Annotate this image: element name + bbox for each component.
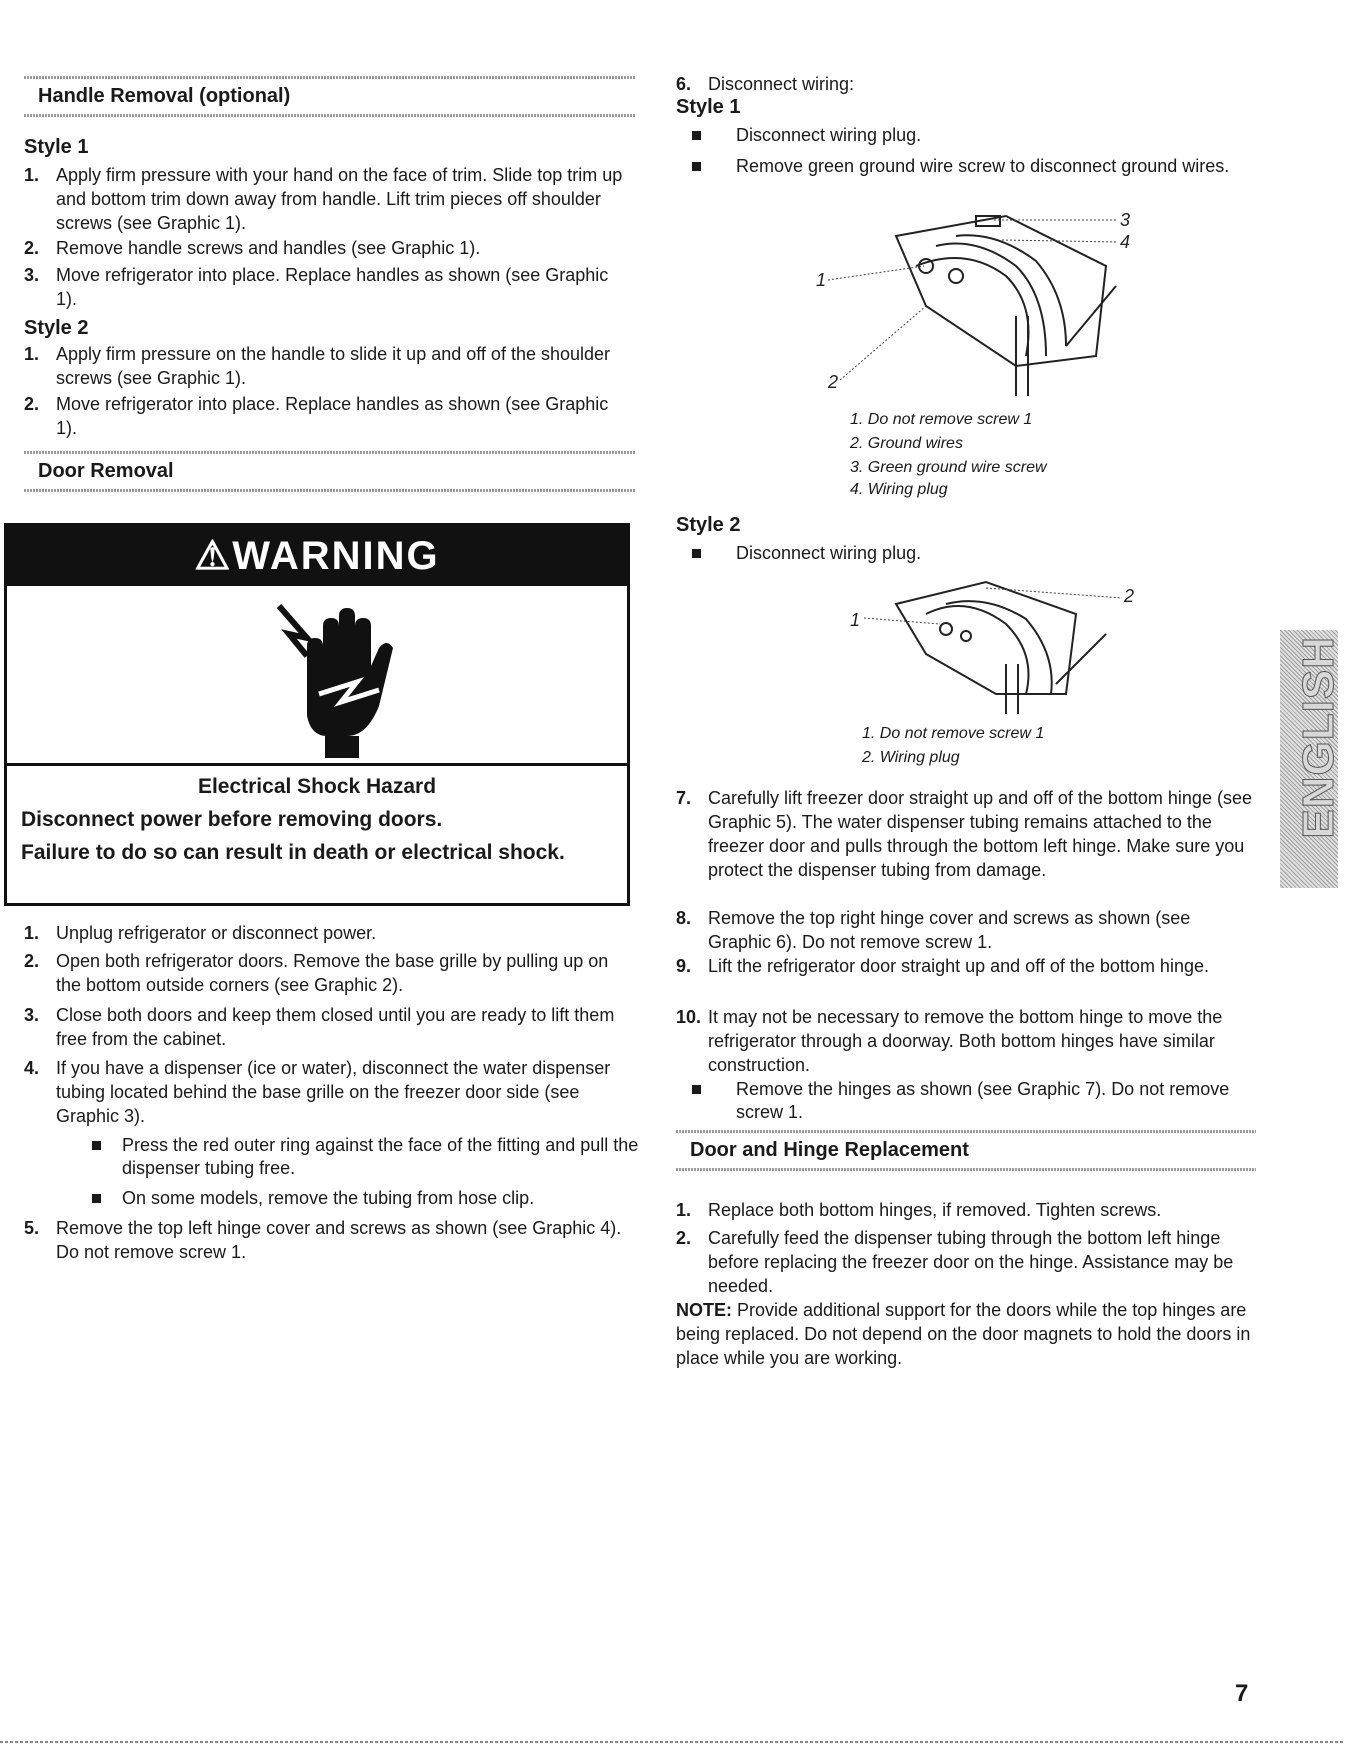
style2-heading: Style 2 xyxy=(24,317,89,339)
section-title: Door and Hinge Replacement xyxy=(690,1139,969,1161)
style1-heading: Style 1 xyxy=(24,136,89,158)
door-step: 1. Unplug refrigerator or disconnect power. xyxy=(24,923,377,943)
style2-heading: Style 2 xyxy=(676,514,741,536)
wiring-plug-illustration xyxy=(836,574,1136,714)
wiring-plug-illustration xyxy=(806,206,1136,396)
style1-heading: Style 1 xyxy=(676,96,741,118)
wiring-figure-style1 xyxy=(806,206,1136,396)
shock-hand-icon xyxy=(7,586,627,763)
replace-step: 2. Carefully feed the dispenser tubing through the bottom left hinge before replacing the freezer door on the hinge. Assistance may be needed. xyxy=(676,1228,1234,1296)
door-step: 3. Close both doors and keep them closed until you are ready to lift them free from the cabinet. xyxy=(24,1005,615,1049)
handle-style1-step: 2. Remove handle screws and handles (see Graphic 1). xyxy=(24,238,481,258)
step-8: 8. Remove the top right hinge cover and screws as shown (see Graphic 6). Do not remove screw 1. xyxy=(676,908,1191,952)
wiring-figure-style2 xyxy=(836,574,1136,714)
bullet-item: Press the red outer ring against the face of the fitting and pull the dispenser tubing free. xyxy=(92,1134,652,1180)
handle-style2-step: 2. Move refrigerator into place. Replace handles as shown (see Graphic 1). xyxy=(24,394,609,438)
door-step: 5. Remove the top left hinge cover and screws as shown (see Graphic 4). Do not remove screw 1. xyxy=(24,1218,622,1262)
door-step: 4. If you have a dispenser (ice or water), disconnect the water dispenser tubing located behind the base grille on the freezer door side (see Graphic 3). xyxy=(24,1058,611,1126)
figure-caption: 1. Do not remove screw 1 xyxy=(862,725,1045,742)
section-title: Door Removal xyxy=(38,460,174,482)
door-step: 2. Open both refrigerator doors. Remove the base grille by pulling up on the bottom outside corners (see Graphic 2). xyxy=(24,951,609,995)
bullet-item: Remove green ground wire screw to disconnect ground wires. xyxy=(692,155,1252,178)
handle-style1-step: 1. Apply firm pressure with your hand on the face of trim. Slide top trim up and bottom trim down away from handle. Lift trim pieces off shoulder screws (see Graphic 1). xyxy=(24,165,623,233)
handle-style2-step: 1. Apply firm pressure on the handle to slide it up and off of the shoulder screws (see Graphic 1). xyxy=(24,344,611,388)
section-header-door-hinge-replacement xyxy=(676,1130,1256,1171)
warning-box xyxy=(4,523,630,906)
warning-text xyxy=(7,766,627,881)
page-number: 7 xyxy=(1235,1680,1249,1707)
section-header-door-removal xyxy=(24,451,636,492)
replace-step: 1. Replace both bottom hinges, if removed. Tighten screws. xyxy=(676,1200,1162,1220)
warning-line-1: Disconnect power before removing doors. xyxy=(21,808,443,831)
step-10: 10. It may not be necessary to remove the bottom hinge to move the refrigerator through a doorway. Both bottom hinges have similar construction. xyxy=(676,1007,1223,1075)
bottom-divider xyxy=(0,1741,1345,1743)
section-title: Handle Removal (optional) xyxy=(38,85,291,107)
callout-1: 1 xyxy=(850,610,861,630)
figure-caption: 3. Green ground wire screw xyxy=(850,459,1047,476)
warning-line-2: Failure to do so can result in death or electrical shock. xyxy=(21,841,565,864)
step-7: 7. Carefully lift freezer door straight up and off of the bottom hinge (see Graphic 5). The water dispenser tubing remains attached to the freezer door and pulls through the bottom left hinge. Make sure you protect the dispenser tubing from damage. xyxy=(676,788,1252,880)
hazard-title: Electrical Shock Hazard xyxy=(197,775,437,798)
figure-caption: 1. Do not remove screw 1 xyxy=(850,411,1033,428)
callout-1: 1 xyxy=(816,270,827,290)
language-side-tab: ENGLISH xyxy=(1280,630,1338,888)
callout-3: 3 xyxy=(1120,210,1131,230)
warning-triangle-icon: ⚠ xyxy=(194,534,233,578)
figure-caption: 2. Ground wires xyxy=(850,435,963,452)
bullet-item: Remove the hinges as shown (see Graphic 7). Do not remove screw 1. xyxy=(692,1078,1252,1124)
bullet-item: Disconnect wiring plug. xyxy=(692,542,1252,565)
callout-4: 4 xyxy=(1120,232,1131,252)
figure-caption: 2. Wiring plug xyxy=(862,749,960,766)
step-9: 9. Lift the refrigerator door straight up and off of the bottom hinge. xyxy=(676,956,1209,976)
step-6: 6. Disconnect wiring: xyxy=(676,74,855,94)
note: NOTE: Provide additional support for the doors while the top hinges are being replaced. Do not depend on the door magnets to hold the doors in place while you are working. xyxy=(676,1300,1251,1368)
callout-2: 2 xyxy=(828,372,839,392)
callout-2: 2 xyxy=(1124,586,1135,606)
warning-banner: ⚠WARNING xyxy=(7,526,627,586)
section-header-handle-removal xyxy=(24,76,636,117)
handle-style1-step: 3. Move refrigerator into place. Replace handles as shown (see Graphic 1). xyxy=(24,265,609,309)
bullet-item: Disconnect wiring plug. xyxy=(692,124,1252,147)
figure-caption: 4. Wiring plug xyxy=(850,481,948,498)
shock-hazard-pictogram xyxy=(7,586,627,766)
bullet-item: On some models, remove the tubing from hose clip. xyxy=(92,1187,652,1210)
